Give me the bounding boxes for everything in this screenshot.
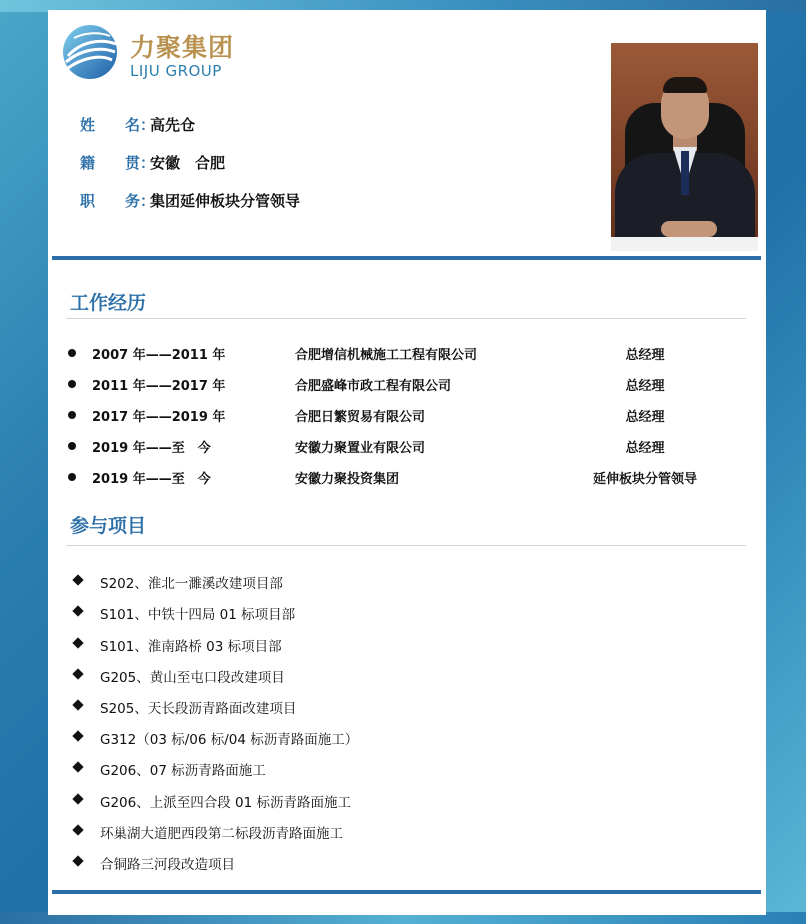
work-role: 延伸板块分管领导 [592,472,697,487]
bullet-icon [68,349,76,357]
diamond-bullet-icon [72,637,83,648]
profile-label: 职 务： [80,192,156,210]
work-company: 合肥盛峰市政工程有限公司 [295,379,452,394]
bullet-icon [68,442,76,450]
work-company: 安徽力聚投资集团 [295,472,400,487]
profile-row-position [80,190,300,212]
section-title-projects: 参与项目 [70,515,147,537]
footer-divider [52,890,761,894]
logo-swirl-icon [60,22,120,82]
work-company: 合肥日繁贸易有限公司 [295,410,426,425]
profile-row-name [80,114,195,136]
work-row [68,375,748,395]
portrait-photo [611,43,758,251]
diamond-bullet-icon [72,855,83,866]
resume-sheet: 力聚集团 LIJU GROUP 姓 名：高先仓 籍 贯：安徽 合肥 职 务：集团延伸板块分管领导 工作经历 2007 年——2011 年 合肥增信机械施工工程有限公司 总经理 2011 年——2017 年 合肥盛峰市政工程有限公司 总经理 2017 年——2019 年 合肥日繁贸易有限公司 总经理 2019 年——至 今 安徽力聚置业有限公司 总经理 2019 年——至 今 安徽力聚投资集团 延伸板块分管领导 参与项目 S202、淮北一濉溪改建项目部 S101、中铁十四局 01 标项目部 S101、淮南路桥 03 标项目部 G205、黄山至屯口段改建项目 S205、天长段沥青路面改建项目 G312（03 标/06 标/04 标沥青路面施工） G206、07 标沥青路面施工 G206、上派至四合段 01 标沥青路面施工 环巢湖大道肥西段第二标段沥青路面施工 合铜路三河段改造项目 [48,10,766,915]
diamond-bullet-icon [72,668,83,679]
bullet-icon [68,411,76,419]
work-row [68,468,748,488]
diamond-bullet-icon [72,761,83,772]
diamond-bullet-icon [72,793,83,804]
profile-row-origin [80,152,225,174]
bullet-icon [68,380,76,388]
section-divider [66,545,746,546]
diamond-bullet-icon [72,574,83,585]
diamond-bullet-icon [72,824,83,835]
diamond-bullet-icon [72,605,83,616]
work-row [68,437,748,457]
work-period: 2011 年——2017 年 [92,379,226,394]
work-role: 总经理 [625,348,665,363]
work-period: 2017 年——2019 年 [92,410,226,425]
section-title-work: 工作经历 [70,292,147,314]
work-row [68,406,748,426]
work-period: 2007 年——2011 年 [92,348,226,363]
work-company: 合肥增信机械施工工程有限公司 [295,348,478,363]
work-role: 总经理 [625,441,665,456]
logo-english-name: LIJU GROUP [130,62,222,80]
work-company: 安徽力聚置业有限公司 [295,441,426,456]
section-divider [66,318,746,319]
work-role: 总经理 [625,410,665,425]
header-divider [52,256,761,260]
work-period: 2019 年——至 今 [92,441,211,456]
bullet-icon [68,473,76,481]
work-row [68,344,748,364]
profile-label: 姓 名： [80,116,156,134]
profile-value: 安徽 合肥 [150,154,226,172]
logo-chinese-name: 力聚集团 [130,33,235,62]
profile-label: 籍 贯： [80,154,156,172]
diamond-bullet-icon [72,730,83,741]
company-logo [60,22,235,88]
work-role: 总经理 [625,379,665,394]
profile-value: 集团延伸板块分管领导 [150,192,301,210]
work-period: 2019 年——至 今 [92,472,211,487]
diamond-bullet-icon [72,699,83,710]
profile-value: 高先仓 [150,116,196,134]
